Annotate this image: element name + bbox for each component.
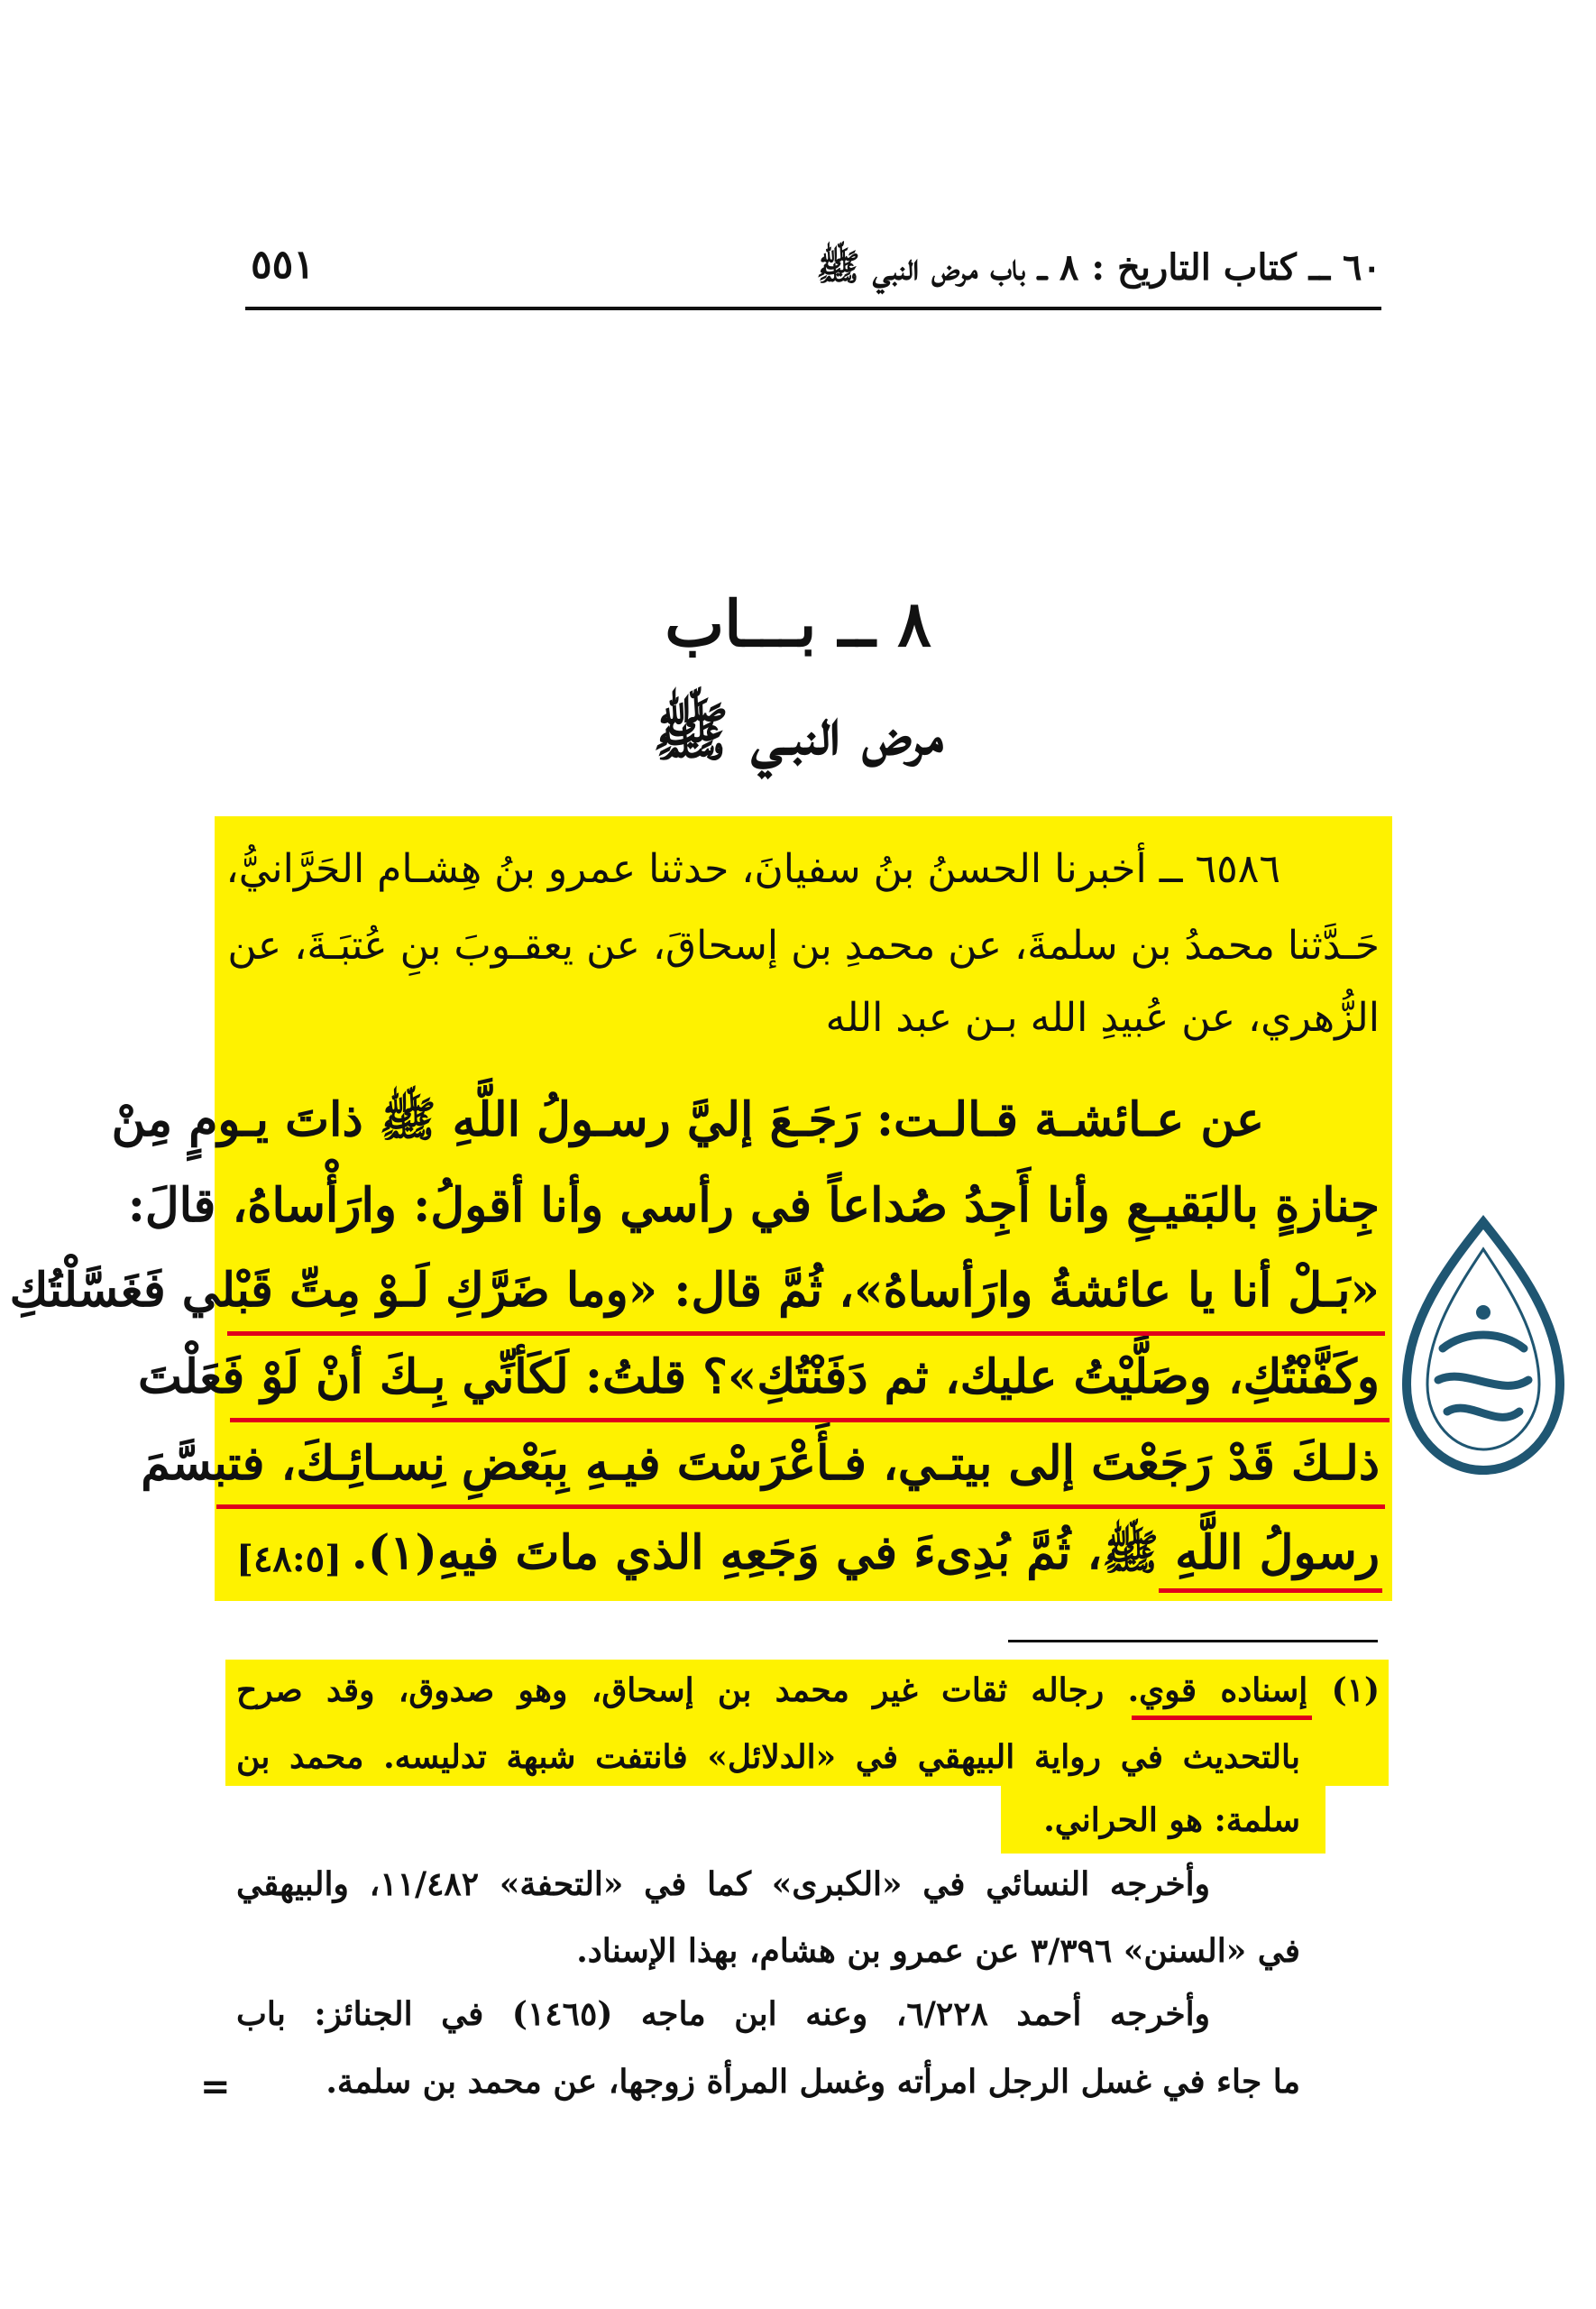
running-title: ٦٠ ــ كتاب التاريخ : ٨ ــ باب مرض النبي ﷺ [816,246,1381,289]
isnad-line: الزُّهري، عن عُبيدِ الله بـن عبد الله [825,995,1380,1041]
underline-mark [1159,1588,1382,1593]
matn-line: ذلـكَ قَدْ رَجَعْتَ إلى بيتـي، فـأَعْرَسْتَ فيـهِ بِبَعْضِ نِسـائِـكَ، فتبسَّمَ [141,1436,1380,1491]
chapter-number: ٨ ــ بـــاب [665,586,931,661]
matn-line: «بَـلْ أنا يا عائشةُ وارَأساهُ»، ثُمَّ قال: «وما ضَرَّكِ لَـوْ مِتِّ قَبْلي فَغَسَّلْتُكِ [9,1263,1380,1318]
footnote-line: في «السنن» ٣/٣٩٦ عن عمرو بن هشام، بهذا الإسناد. [576,1932,1300,1970]
footnote-line: وأخرجه النسائي في «الكبرى» كما في «التحفة» ١١/٤٨٢، والبيهقي [236,1865,1210,1903]
running-head [243,242,1381,296]
hadith-reference: [٤٨:٥] [236,1538,343,1580]
footnote-line: ما جاء في غسل الرجل امرأته وغسل المرأة زوجها، عن محمد بن سلمة. [326,2063,1300,2101]
underline-mark [1132,1716,1312,1720]
footnote-rule [1008,1640,1378,1642]
footnote-line: (١) إسناده قوي. رجاله ثقات غير محمد بن إسحاق، وهو صدوق، وقد صرح [236,1671,1380,1709]
watermark-emblem [1393,1213,1573,1484]
matn-line: وكَفَّنْتُكِ، وصَلَّيْتُ عليك، ثم دَفَنْتُكِ»؟ قلتُ: لَكَأنِّي بِـكَ أنْ لَوْ فَعَلْتَ [137,1349,1380,1404]
footnote-line: بالتحديث في رواية البيهقي في «الدلائل» فانتفت شبهة تدليسه. محمد بن [236,1738,1300,1776]
matn-line: جِنازةٍ بالبَقيـعِ وأنا أَجِدُ صُداعاً في رأسي وأنا أقولُ: وارَأْساهُ، قالَ: [127,1178,1380,1233]
isnad-line: ٦٥٨٦ ــ أخبرنا الحسنُ بنُ سفيانَ، حدثنا عمرو بنُ هِشـام الحَرَّانيُّ، [225,846,1280,892]
underline-mark [216,1504,1385,1509]
header-rule [245,307,1381,310]
matn-line: عن عـائشـة قـالـت: رَجَـعَ إليَّ رسـولُ اللَّهِ ﷺ ذاتَ يـومٍ مِنْ [111,1092,1264,1147]
underline-mark [227,1331,1385,1336]
footnote-line: سلمة: هو الحراني. [1043,1801,1300,1839]
continuation-mark: = [200,2065,231,2108]
chapter-title: مرض النبـي ﷺ [652,695,944,769]
matn-line: رسولُ اللَّهِ ﷺ، ثُمَّ بُدِىءَ في وَجَعِهِ الذي ماتَ فيهِ(١). [351,1525,1380,1580]
footnote-line: وأخرجه أحمد ٦/٢٢٨، وعنه ابن ماجه (١٤٦٥) في الجنائز: باب [236,1995,1210,2033]
isnad-line: حَـدَّثنا محمدُ بن سلمةَ، عن محمدِ بن إسحاقَ، عن يعقـوبَ بنِ عُتبَـةَ، عن [227,923,1380,969]
page-number: ٥٥١ [251,242,315,288]
underline-mark [230,1418,1390,1422]
